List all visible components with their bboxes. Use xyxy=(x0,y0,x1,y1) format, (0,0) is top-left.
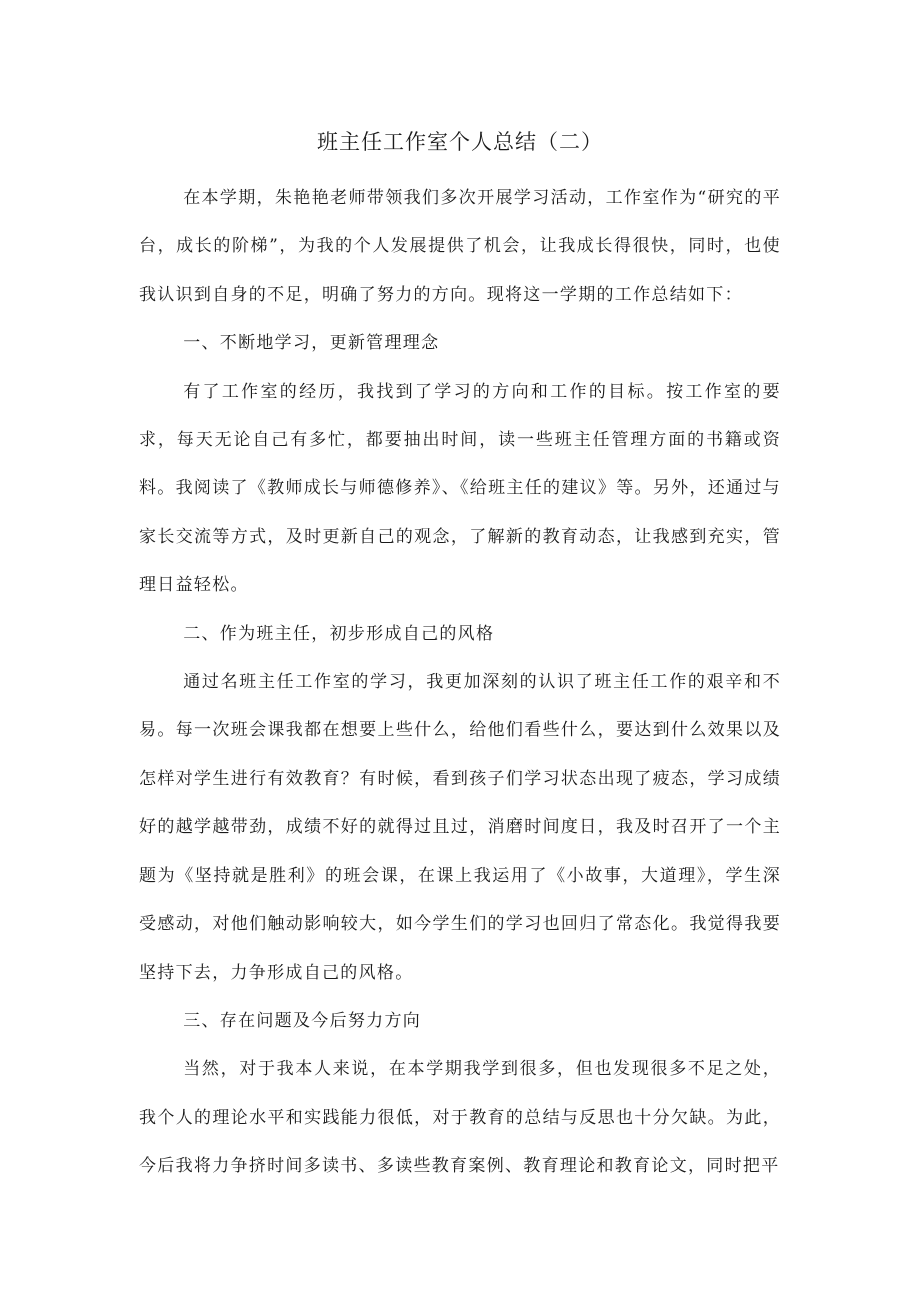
section-1-paragraph: 有了工作室的经历，我找到了学习的方向和工作的目标。按工作室的要求，每天无论自己有多忙，都要抽出时间，读一些班主任管理方面的书籍或资料。我阅读了《教师成长与师德修养》、《给班主任的建议》等。另外，还通过与家长交流等方式，及时更新自己的观念，了解新的教育动态，让我感到充实，管理日益轻松。 xyxy=(139,381,781,596)
section-heading-1: 一、不断地学习，更新管理理念 xyxy=(183,333,440,354)
document-body xyxy=(139,174,781,1191)
section-2-paragraph: 通过名班主任工作室的学习，我更加深刻的认识了班主任工作的艰辛和不易。每一次班会课我都在想要上些什么，给他们看些什么，要达到什么效果以及怎样对学生进行有效教育？有时候，看到孩子们学习状态出现了疲态，学习成绩好的越学越带劲，成绩不好的就得过且过，消磨时间度日，我及时召开了一个主题为《坚持就是胜利》的班会课，在课上我运用了《小故事，大道理》，学生深受感动，对他们触动影响较大，如今学生们的学习也回归了常态化。我觉得我要坚持下去，力争形成自己的风格。 xyxy=(139,672,781,983)
section-3-paragraph: 当然，对于我本人来说，在本学期我学到很多，但也发现很多不足之处，我个人的理论水平和实践能力很低，对于教育的总结与反思也十分欠缺。为此，今后我将力争挤时间多读书、多读些教育案例、教育理论和教育论文，同时把平 xyxy=(139,1059,781,1177)
page-title: 班主任工作室个人总结（二） xyxy=(317,130,603,154)
intro-paragraph: 在本学期，朱艳艳老师带领我们多次开展学习活动，工作室作为“研究的平台，成长的阶梯”，为我的个人发展提供了机会，让我成长得很快，同时，也使我认识到自身的不足，明确了努力的方向。现将这一学期的工作总结如下： xyxy=(139,188,781,305)
section-heading-2: 二、作为班主任，初步形成自己的风格 xyxy=(183,623,495,644)
section-heading-3: 三、存在问题及今后努力方向 xyxy=(183,1010,422,1031)
